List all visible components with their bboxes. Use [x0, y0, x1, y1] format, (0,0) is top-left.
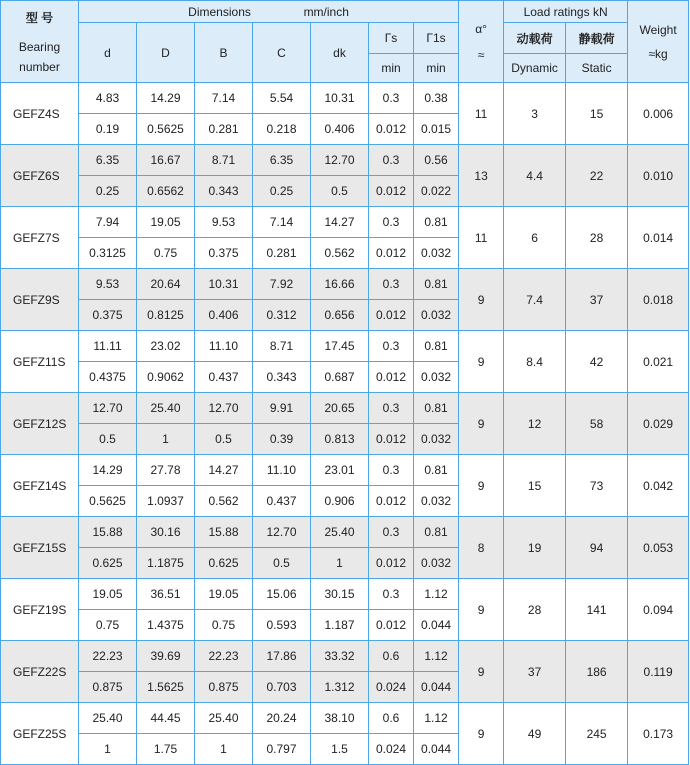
bearing-number-label-1: Bearing	[18, 40, 61, 54]
table-row	[1, 641, 689, 672]
mm-value-cell: 7.14	[253, 207, 311, 238]
alpha-header	[459, 1, 504, 83]
inch-value-cell: 0.024	[369, 734, 414, 765]
inch-value-cell: 0.625	[79, 548, 137, 579]
weight-cell: 0.006	[628, 83, 689, 145]
mm-value-cell: 5.54	[253, 83, 311, 114]
inch-value-cell: 0.024	[369, 672, 414, 703]
weight-unit-label: ≈kg	[648, 46, 668, 61]
inch-value-cell: 1.312	[311, 672, 369, 703]
inch-value-cell: 0.593	[253, 610, 311, 641]
mm-value-cell: 10.31	[195, 269, 253, 300]
inch-value-cell: 0.625	[195, 548, 253, 579]
mm-value-cell: 15.88	[79, 517, 137, 548]
model-cell: GEFZ9S	[1, 269, 79, 331]
col-B-header: B	[195, 23, 253, 83]
inch-value-cell: 0.39	[253, 424, 311, 455]
mm-value-cell: 12.70	[79, 393, 137, 424]
col-dk-header: dk	[311, 23, 369, 83]
inch-value-cell: 0.012	[369, 610, 414, 641]
mm-value-cell: 44.45	[137, 703, 195, 734]
inch-value-cell: 0.5625	[79, 486, 137, 517]
mm-value-cell: 0.3	[369, 269, 414, 300]
inch-value-cell: 1	[79, 734, 137, 765]
alpha-cell: 13	[459, 145, 504, 207]
weight-cell: 0.094	[628, 579, 689, 641]
col-rs-min-header: min	[369, 54, 414, 83]
table-row	[1, 517, 689, 548]
model-cell: GEFZ4S	[1, 83, 79, 145]
mm-value-cell: 23.01	[311, 455, 369, 486]
static-cell: 186	[566, 641, 628, 703]
inch-value-cell: 0.375	[79, 300, 137, 331]
mm-value-cell: 19.05	[79, 579, 137, 610]
inch-value-cell: 0.25	[253, 176, 311, 207]
model-cn-label: 型 号	[25, 11, 54, 25]
mm-value-cell: 39.69	[137, 641, 195, 672]
mm-value-cell: 15.06	[253, 579, 311, 610]
model-cell: GEFZ6S	[1, 145, 79, 207]
mm-value-cell: 0.81	[414, 207, 459, 238]
inch-value-cell: 0.044	[414, 734, 459, 765]
mm-value-cell: 0.6	[369, 703, 414, 734]
mm-value-cell: 19.05	[195, 579, 253, 610]
mm-value-cell: 14.29	[79, 455, 137, 486]
dynamic-en-header: Dynamic	[504, 54, 566, 83]
mm-value-cell: 20.24	[253, 703, 311, 734]
mm-value-cell: 4.83	[79, 83, 137, 114]
inch-value-cell: 0.4375	[79, 362, 137, 393]
mm-value-cell: 27.78	[137, 455, 195, 486]
mm-value-cell: 33.32	[311, 641, 369, 672]
mm-value-cell: 38.10	[311, 703, 369, 734]
dynamic-cell: 12	[504, 393, 566, 455]
inch-value-cell: 0.703	[253, 672, 311, 703]
inch-value-cell: 1.187	[311, 610, 369, 641]
inch-value-cell: 0.5	[311, 176, 369, 207]
static-en-header: Static	[566, 54, 628, 83]
mm-value-cell: 0.81	[414, 455, 459, 486]
dynamic-cell: 37	[504, 641, 566, 703]
inch-value-cell: 0.687	[311, 362, 369, 393]
static-cell: 94	[566, 517, 628, 579]
table-row	[1, 269, 689, 300]
inch-value-cell: 0.5	[79, 424, 137, 455]
model-cell: GEFZ15S	[1, 517, 79, 579]
static-cell: 15	[566, 83, 628, 145]
alpha-cell: 9	[459, 393, 504, 455]
dynamic-cell: 49	[504, 703, 566, 765]
mm-value-cell: 0.38	[414, 83, 459, 114]
mm-value-cell: 0.3	[369, 579, 414, 610]
table-row	[1, 83, 689, 114]
inch-value-cell: 0.012	[369, 548, 414, 579]
mm-value-cell: 12.70	[311, 145, 369, 176]
alpha-cell: 11	[459, 83, 504, 145]
mm-value-cell: 25.40	[195, 703, 253, 734]
model-cell: GEFZ22S	[1, 641, 79, 703]
mm-value-cell: 22.23	[79, 641, 137, 672]
inch-value-cell: 0.032	[414, 362, 459, 393]
table-body	[1, 83, 689, 765]
mm-value-cell: 23.02	[137, 331, 195, 362]
inch-value-cell: 0.015	[414, 114, 459, 145]
mm-value-cell: 17.45	[311, 331, 369, 362]
inch-value-cell: 0.6562	[137, 176, 195, 207]
mm-value-cell: 0.81	[414, 393, 459, 424]
inch-value-cell: 0.9062	[137, 362, 195, 393]
inch-value-cell: 0.012	[369, 176, 414, 207]
model-cell: GEFZ14S	[1, 455, 79, 517]
table-header	[1, 1, 689, 83]
inch-value-cell: 0.032	[414, 548, 459, 579]
model-cell: GEFZ12S	[1, 393, 79, 455]
mm-value-cell: 0.81	[414, 269, 459, 300]
mm-value-cell: 7.14	[195, 83, 253, 114]
col-r1s-min-header: min	[414, 54, 459, 83]
inch-value-cell: 0.25	[79, 176, 137, 207]
weight-header	[628, 1, 689, 83]
inch-value-cell: 0.562	[195, 486, 253, 517]
inch-value-cell: 0.032	[414, 424, 459, 455]
mm-value-cell: 17.86	[253, 641, 311, 672]
dynamic-cell: 8.4	[504, 331, 566, 393]
static-cell: 141	[566, 579, 628, 641]
alpha-cell: 11	[459, 207, 504, 269]
weight-cell: 0.014	[628, 207, 689, 269]
inch-value-cell: 0.75	[79, 610, 137, 641]
mm-value-cell: 14.27	[195, 455, 253, 486]
mm-value-cell: 0.56	[414, 145, 459, 176]
alpha-cell: 9	[459, 579, 504, 641]
inch-value-cell: 0.218	[253, 114, 311, 145]
inch-value-cell: 0.281	[195, 114, 253, 145]
inch-value-cell: 0.75	[195, 610, 253, 641]
inch-value-cell: 1	[137, 424, 195, 455]
inch-value-cell: 1.1875	[137, 548, 195, 579]
static-cell: 28	[566, 207, 628, 269]
inch-value-cell: 0.562	[311, 238, 369, 269]
weight-cell: 0.018	[628, 269, 689, 331]
inch-value-cell: 0.032	[414, 300, 459, 331]
model-cell: GEFZ7S	[1, 207, 79, 269]
inch-value-cell: 0.19	[79, 114, 137, 145]
mm-value-cell: 20.65	[311, 393, 369, 424]
inch-value-cell: 0.875	[79, 672, 137, 703]
col-D-header: D	[137, 23, 195, 83]
inch-value-cell: 0.906	[311, 486, 369, 517]
col-C-header: C	[253, 23, 311, 83]
table-row	[1, 207, 689, 238]
inch-value-cell: 0.312	[253, 300, 311, 331]
mm-value-cell: 12.70	[253, 517, 311, 548]
inch-value-cell: 0.5	[195, 424, 253, 455]
inch-value-cell: 1	[311, 548, 369, 579]
inch-value-cell: 0.797	[253, 734, 311, 765]
alpha-cell: 8	[459, 517, 504, 579]
inch-value-cell: 0.875	[195, 672, 253, 703]
mm-value-cell: 8.71	[253, 331, 311, 362]
dimensions-header	[79, 1, 459, 23]
mm-value-cell: 16.67	[137, 145, 195, 176]
mm-value-cell: 10.31	[311, 83, 369, 114]
mm-value-cell: 30.16	[137, 517, 195, 548]
inch-value-cell: 0.012	[369, 238, 414, 269]
weight-cell: 0.010	[628, 145, 689, 207]
mm-value-cell: 14.27	[311, 207, 369, 238]
weight-cell: 0.173	[628, 703, 689, 765]
inch-value-cell: 0.5	[253, 548, 311, 579]
mm-value-cell: 30.15	[311, 579, 369, 610]
mm-value-cell: 1.12	[414, 579, 459, 610]
static-cell: 245	[566, 703, 628, 765]
mm-value-cell: 11.11	[79, 331, 137, 362]
inch-value-cell: 1.4375	[137, 610, 195, 641]
inch-value-cell: 0.5625	[137, 114, 195, 145]
inch-value-cell: 1.75	[137, 734, 195, 765]
mm-value-cell: 8.71	[195, 145, 253, 176]
dynamic-cell: 15	[504, 455, 566, 517]
alpha-cell: 9	[459, 703, 504, 765]
table-row	[1, 703, 689, 734]
mm-value-cell: 7.94	[79, 207, 137, 238]
inch-value-cell: 0.343	[195, 176, 253, 207]
mm-value-cell: 9.53	[195, 207, 253, 238]
mm-value-cell: 0.81	[414, 517, 459, 548]
mm-value-cell: 0.3	[369, 331, 414, 362]
inch-value-cell: 0.3125	[79, 238, 137, 269]
alpha-cell: 9	[459, 269, 504, 331]
col-r1s-header: Γ1s	[414, 23, 459, 54]
dynamic-cell: 3	[504, 83, 566, 145]
dynamic-cell: 19	[504, 517, 566, 579]
mm-value-cell: 22.23	[195, 641, 253, 672]
mm-value-cell: 0.3	[369, 455, 414, 486]
mm-value-cell: 16.66	[311, 269, 369, 300]
inch-value-cell: 0.437	[253, 486, 311, 517]
mm-value-cell: 14.29	[137, 83, 195, 114]
col-d-header: d	[79, 23, 137, 83]
mm-value-cell: 0.3	[369, 83, 414, 114]
mm-value-cell: 12.70	[195, 393, 253, 424]
mm-value-cell: 25.40	[137, 393, 195, 424]
inch-value-cell: 0.044	[414, 672, 459, 703]
mm-value-cell: 19.05	[137, 207, 195, 238]
weight-cell: 0.029	[628, 393, 689, 455]
inch-value-cell: 0.656	[311, 300, 369, 331]
table-row	[1, 393, 689, 424]
mm-value-cell: 11.10	[195, 331, 253, 362]
table-row	[1, 455, 689, 486]
inch-value-cell: 1.5	[311, 734, 369, 765]
table-row	[1, 579, 689, 610]
dynamic-cell: 6	[504, 207, 566, 269]
inch-value-cell: 0.281	[253, 238, 311, 269]
inch-value-cell: 0.012	[369, 424, 414, 455]
model-cell: GEFZ19S	[1, 579, 79, 641]
weight-label: Weight	[639, 22, 677, 37]
inch-value-cell: 0.406	[195, 300, 253, 331]
model-cell: GEFZ25S	[1, 703, 79, 765]
mm-value-cell: 1.12	[414, 641, 459, 672]
dynamic-cn-header: 动载荷	[504, 23, 566, 54]
static-cell: 22	[566, 145, 628, 207]
mm-value-cell: 1.12	[414, 703, 459, 734]
inch-value-cell: 0.343	[253, 362, 311, 393]
inch-value-cell: 0.032	[414, 238, 459, 269]
mm-value-cell: 0.3	[369, 207, 414, 238]
mm-value-cell: 11.10	[253, 455, 311, 486]
mm-value-cell: 9.53	[79, 269, 137, 300]
inch-value-cell: 0.022	[414, 176, 459, 207]
mm-value-cell: 0.3	[369, 517, 414, 548]
inch-value-cell: 1.0937	[137, 486, 195, 517]
weight-cell: 0.053	[628, 517, 689, 579]
mm-value-cell: 0.81	[414, 331, 459, 362]
inch-value-cell: 1	[195, 734, 253, 765]
alpha-cell: 9	[459, 455, 504, 517]
inch-value-cell: 0.012	[369, 114, 414, 145]
mm-value-cell: 36.51	[137, 579, 195, 610]
mm-value-cell: 6.35	[253, 145, 311, 176]
inch-value-cell: 0.032	[414, 486, 459, 517]
weight-cell: 0.021	[628, 331, 689, 393]
table-row	[1, 145, 689, 176]
static-cell: 73	[566, 455, 628, 517]
units-label: mm/inch	[303, 4, 349, 19]
model-cell: GEFZ11S	[1, 331, 79, 393]
mm-value-cell: 0.3	[369, 145, 414, 176]
inch-value-cell: 0.8125	[137, 300, 195, 331]
table-row	[1, 331, 689, 362]
alpha-approx-label: ≈	[477, 47, 485, 62]
model-header	[1, 1, 79, 83]
inch-value-cell: 0.406	[311, 114, 369, 145]
col-rs-header: Γs	[369, 23, 414, 54]
static-cell: 37	[566, 269, 628, 331]
dimensions-label: Dimensions	[188, 4, 251, 19]
inch-value-cell: 0.012	[369, 362, 414, 393]
static-cell: 58	[566, 393, 628, 455]
mm-value-cell: 0.6	[369, 641, 414, 672]
mm-value-cell: 6.35	[79, 145, 137, 176]
load-ratings-header: Load ratings kN	[504, 1, 628, 23]
dynamic-cell: 28	[504, 579, 566, 641]
mm-value-cell: 25.40	[79, 703, 137, 734]
alpha-cell: 9	[459, 641, 504, 703]
static-cell: 42	[566, 331, 628, 393]
dynamic-cell: 7.4	[504, 269, 566, 331]
mm-value-cell: 20.64	[137, 269, 195, 300]
alpha-cell: 9	[459, 331, 504, 393]
mm-value-cell: 0.3	[369, 393, 414, 424]
mm-value-cell: 15.88	[195, 517, 253, 548]
inch-value-cell: 0.044	[414, 610, 459, 641]
inch-value-cell: 0.375	[195, 238, 253, 269]
inch-value-cell: 0.012	[369, 486, 414, 517]
bearing-number-label-2: number	[19, 60, 60, 74]
inch-value-cell: 1.5625	[137, 672, 195, 703]
mm-value-cell: 7.92	[253, 269, 311, 300]
inch-value-cell: 0.012	[369, 300, 414, 331]
alpha-label: α°	[475, 21, 487, 36]
mm-value-cell: 9.91	[253, 393, 311, 424]
inch-value-cell: 0.75	[137, 238, 195, 269]
weight-cell: 0.119	[628, 641, 689, 703]
inch-value-cell: 0.813	[311, 424, 369, 455]
weight-cell: 0.042	[628, 455, 689, 517]
dynamic-cell: 4.4	[504, 145, 566, 207]
static-cn-header: 静载荷	[566, 23, 628, 54]
mm-value-cell: 25.40	[311, 517, 369, 548]
inch-value-cell: 0.437	[195, 362, 253, 393]
